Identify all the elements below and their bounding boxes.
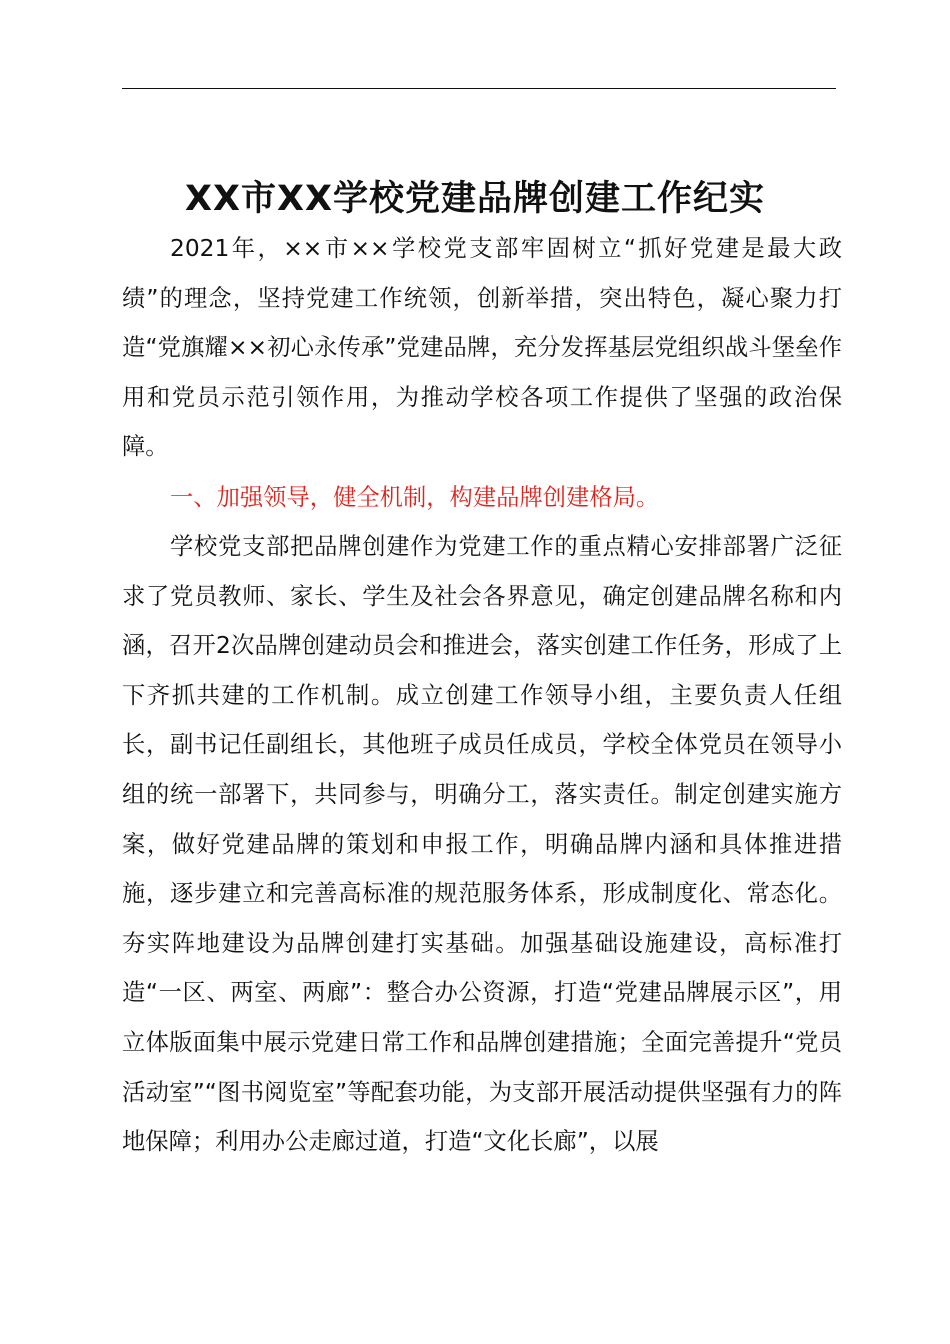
- header-rule: [122, 88, 836, 89]
- section-heading: 一、加强领导，健全机制，构建品牌创建格局。: [170, 484, 660, 511]
- body-paragraph: 学校党支部把品牌创建作为党建工作的重点精心安排部署广泛征求了党员教师、家长、学生及社会各界意见，确定创建品牌名称和内涵，召开2次品牌创建动员会和推进会，落实创建工作任务，形成了上下齐抓共建的工作机制。成立创建工作领导小组，主要负责人任组长，副书记任副组长，其他班子成员任成员，学校全体党员在领导小组的统一部署下，共同参与，明确分工，落实责任。制定创建实施方案，做好党建品牌的策划和申报工作，明确品牌内涵和具体推进措施，逐步建立和完善高标准的规范服务体系，形成制度化、常态化。夯实阵地建设为品牌创建打实基础。加强基础设施建设，高标准打造“一区、两室、两廊”：整合办公资源，打造“党建品牌展示区”，用立体版面集中展示党建日常工作和品牌创建措施；全面完善提升“党员活动室”“图书阅览室”等配套功能，为支部开展活动提供坚强有力的阵地保障；利用办公走廊过道，打造“文化长廊”，以展: [122, 533, 842, 1156]
- intro-paragraph: 2021年，××市××学校党支部牢固树立“抓好党建是最大政绩”的理念，坚持党建工作统领，创新举措，突出特色，凝心聚力打造“党旗耀××初心永传承”党建品牌，充分发挥基层党组织战斗堡垒作用和党员示范引领作用，为推动学校各项工作提供了坚强的政治保障。: [122, 235, 842, 461]
- document-title: XX市XX学校党建品牌创建工作纪实: [185, 179, 765, 220]
